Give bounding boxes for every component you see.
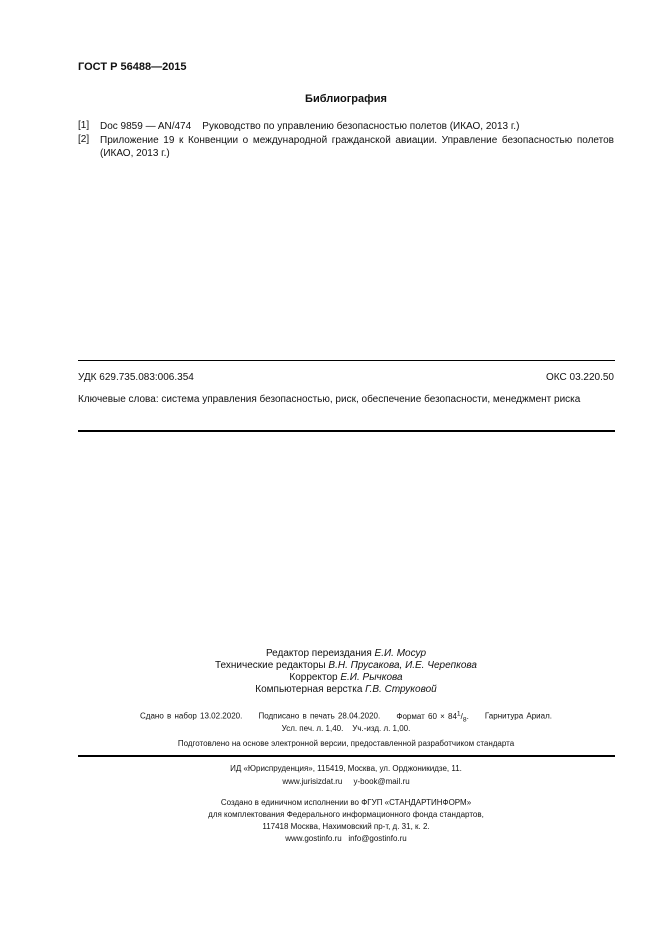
publisher-address: ИД «Юриспруденция», 115419, Москва, ул. Орджоникидзе, 11. [230, 764, 462, 773]
credit-role: Компьютерная верстка [255, 684, 363, 695]
item-number: [1] [78, 120, 90, 131]
publisher-contacts [78, 777, 614, 786]
pub-sheets: Уч.-изд. л. 1,00. [352, 724, 411, 733]
bibliography-title: Библиография [305, 93, 387, 105]
creator-line: для комплектования Федерального информационного фонда стандартов, [208, 810, 484, 819]
credit-name: Г.В. Струковой [365, 684, 437, 695]
divider [78, 360, 615, 361]
prepared-note: Подготовлено на основе электронной версии, предоставленной разработчиком стандарта [177, 739, 515, 748]
creator-contacts [78, 834, 614, 843]
bibliography-item [78, 134, 614, 160]
credit-line [78, 648, 614, 659]
credit-line [78, 672, 614, 683]
credit-role: Корректор [289, 672, 338, 683]
oks-code: ОКС 03.220.50 [546, 372, 614, 383]
format-numerator: 1 [456, 710, 461, 717]
format-denominator: 8 [462, 716, 467, 724]
format-text: Формат 60 × 84 [396, 711, 457, 721]
item-number: [2] [78, 134, 90, 145]
credit-name: Е.И. Рычкова [340, 672, 403, 683]
creator-address: 117418 Москва, Нахимовский пр-т, д. 31, к. 2. [262, 822, 430, 831]
publisher-site: www.jurisizdat.ru [282, 777, 343, 786]
typeface: Гарнитура Ариал. [484, 711, 552, 721]
creator-line: Создано в единичном исполнении во ФГУП «СТАНДАРТИНФОРМ» [220, 798, 472, 807]
item-text: Приложение 19 к Конвенции о международной гражданской авиации. Управление безопасностью полетов (ИКАО, 2013 г.) [100, 135, 614, 159]
imprint-line [78, 710, 614, 723]
submitted-date: Сдано в набор 13.02.2020. [140, 711, 243, 721]
publisher-email: y-book@mail.ru [353, 777, 410, 786]
bibliography-item [78, 120, 614, 133]
credit-name: В.Н. Прусакова, И.Е. Черепкова [328, 660, 477, 671]
format: Формат $60 \times 84^1/_8$. [396, 710, 469, 724]
print-sheets: Усл. печ. л. 1,40. [281, 724, 344, 733]
credit-line [78, 684, 614, 695]
udk-code: УДК 629.735.083:006.354 [78, 372, 194, 383]
credit-role: Технические редакторы [214, 660, 326, 671]
creator-email: info@gostinfo.ru [348, 834, 407, 843]
imprint-sheets [78, 724, 614, 733]
item-text: Doc 9859 — AN/474 Руководство по управлению безопасностью полетов (ИКАО, 2013 г.) [100, 121, 520, 132]
standard-number: ГОСТ Р 56488—2015 [78, 61, 187, 73]
divider [78, 755, 615, 757]
divider [78, 430, 615, 432]
credit-line [78, 660, 614, 671]
keywords: Ключевые слова: система управления безопасностью, риск, обеспечение безопасности, менеджмент риска [78, 394, 581, 405]
signed-date: Подписано в печать 28.04.2020. [258, 711, 381, 721]
creator-site: www.gostinfo.ru [285, 834, 342, 843]
credit-name: Е.И. Мосур [374, 648, 427, 659]
credit-role: Редактор переиздания [265, 648, 372, 659]
